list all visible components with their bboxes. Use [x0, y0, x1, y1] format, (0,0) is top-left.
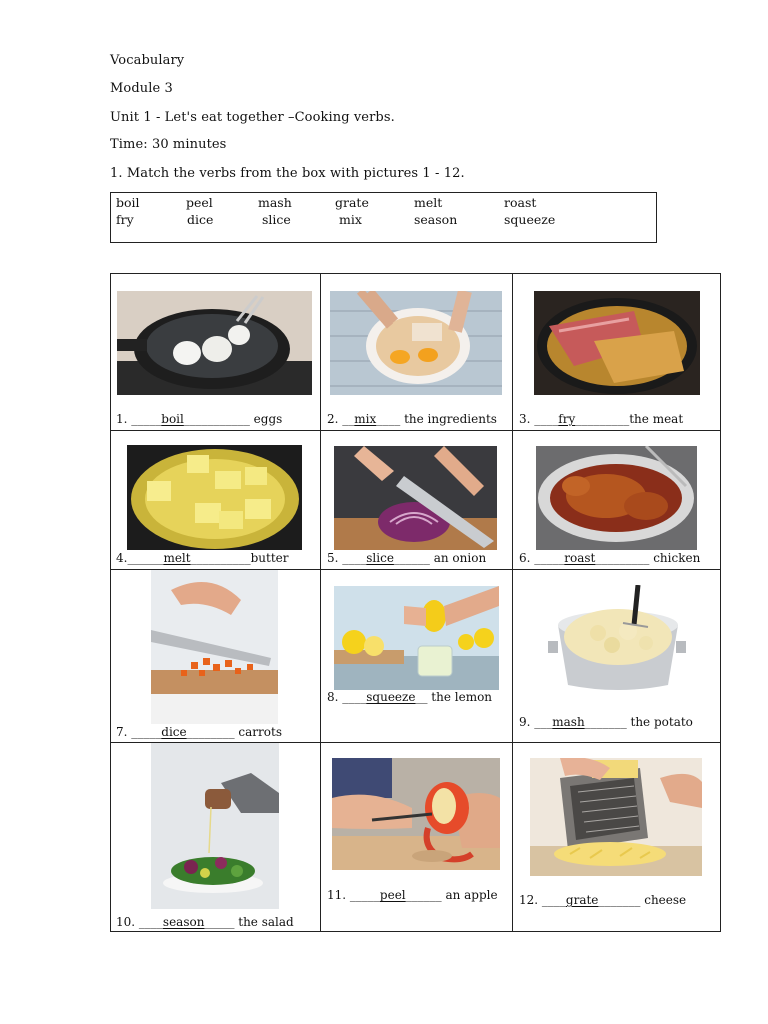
- item-phrase: an apple: [441, 888, 498, 902]
- picture-grid: [110, 273, 721, 932]
- verb-word: season: [414, 212, 458, 227]
- answer-word: melt: [163, 551, 191, 565]
- item-number: 8.: [327, 690, 343, 704]
- answer-blank: __: [342, 412, 355, 426]
- verb-box: [110, 192, 657, 243]
- peeling-apple-photo: [332, 758, 500, 870]
- item-number: 6.: [519, 551, 535, 565]
- boiling-eggs-photo: [117, 291, 312, 395]
- item-number: 5.: [327, 551, 343, 565]
- time-limit: Time: 30 minutes: [110, 137, 227, 152]
- roast-chicken-photo: [536, 446, 697, 550]
- verb-word: peel: [186, 195, 213, 210]
- answer-blank: _____: [131, 725, 162, 739]
- item-caption: [327, 551, 486, 565]
- verb-word: squeeze: [504, 212, 556, 227]
- item-caption: [116, 915, 294, 929]
- answer-word: grate: [565, 893, 599, 907]
- item-phrase: chicken: [649, 551, 701, 565]
- item-phrase: cheese: [640, 893, 687, 907]
- answer-blank: _________: [595, 551, 650, 565]
- answer-blank: ________: [186, 725, 235, 739]
- answer-blank: ____: [541, 893, 566, 907]
- module-label: Module 3: [110, 81, 173, 96]
- answer-word: roast: [564, 551, 596, 565]
- item-phrase: the meat: [629, 412, 684, 426]
- item-caption: [116, 725, 282, 739]
- item-caption: [327, 690, 492, 704]
- squeezing-lemon-photo: [334, 586, 499, 690]
- answer-blank: ______: [393, 551, 430, 565]
- grid-divider: [111, 430, 720, 431]
- verb-word: grate: [335, 195, 369, 210]
- answer-word: boil: [161, 412, 184, 426]
- answer-blank: ______: [405, 888, 442, 902]
- item-caption: [116, 412, 282, 426]
- slicing-onion-photo: [334, 446, 497, 550]
- item-phrase: eggs: [249, 412, 283, 426]
- item-caption: [519, 551, 700, 565]
- answer-word: slice: [366, 551, 394, 565]
- seasoning-salad-photo: [151, 743, 279, 909]
- item-phrase: the lemon: [427, 690, 493, 704]
- answer-blank: _______: [598, 893, 641, 907]
- answer-blank: _____: [534, 551, 565, 565]
- item-caption: [519, 412, 683, 426]
- answer-blank: ____: [534, 412, 559, 426]
- item-number: 11.: [327, 888, 350, 902]
- answer-word: squeeze: [366, 690, 416, 704]
- item-number: 3.: [519, 412, 535, 426]
- answer-word: dice: [161, 725, 187, 739]
- answer-blank: ____: [376, 412, 401, 426]
- item-phrase: the ingredients: [400, 412, 497, 426]
- grid-divider: [512, 274, 513, 931]
- answer-blank: ____: [342, 690, 367, 704]
- answer-blank: ______: [127, 551, 164, 565]
- verb-word: slice: [262, 212, 291, 227]
- item-number: 7.: [116, 725, 132, 739]
- answer-blank: _______: [584, 715, 627, 729]
- item-phrase: carrots: [234, 725, 282, 739]
- mixing-ingredients-photo: [330, 291, 502, 395]
- answer-blank: _____: [204, 915, 235, 929]
- frying-meat-photo: [534, 291, 700, 395]
- item-number: 4.: [116, 551, 128, 565]
- item-phrase: an onion: [429, 551, 487, 565]
- verb-word: mash: [258, 195, 292, 210]
- grid-divider: [320, 274, 321, 931]
- verb-word: melt: [414, 195, 443, 210]
- item-caption: [519, 715, 693, 729]
- verb-word: roast: [504, 195, 537, 210]
- item-caption: [519, 893, 686, 907]
- verb-word: dice: [187, 212, 214, 227]
- item-phrase: the salad: [234, 915, 294, 929]
- answer-blank: __________: [190, 551, 251, 565]
- mashing-potato-photo: [548, 585, 686, 693]
- answer-blank: ___: [534, 715, 553, 729]
- grating-cheese-photo: [530, 758, 702, 876]
- answer-word: fry: [558, 412, 576, 426]
- answer-word: season: [162, 915, 205, 929]
- answer-word: mix: [354, 412, 377, 426]
- item-number: 9.: [519, 715, 535, 729]
- worksheet-subject: Vocabulary: [110, 53, 185, 68]
- answer-word: mash: [552, 715, 585, 729]
- item-caption: [116, 551, 289, 565]
- answer-blank: ___________: [183, 412, 250, 426]
- verb-word: fry: [116, 212, 134, 227]
- answer-blank: _____: [131, 412, 162, 426]
- unit-title: Unit 1 - Let's eat together –Cooking verbs.: [110, 110, 395, 125]
- item-caption: [327, 412, 497, 426]
- item-number: 12.: [519, 893, 542, 907]
- answer-blank: __: [415, 690, 428, 704]
- verb-word: boil: [116, 195, 140, 210]
- item-phrase: butter: [250, 551, 289, 565]
- dicing-carrots-photo: [151, 570, 278, 724]
- item-number: 2.: [327, 412, 343, 426]
- item-caption: [327, 888, 498, 902]
- item-number: 1.: [116, 412, 132, 426]
- answer-word: peel: [379, 888, 406, 902]
- answer-blank: _____: [349, 888, 380, 902]
- answer-blank: ____: [342, 551, 367, 565]
- answer-blank: ____: [138, 915, 163, 929]
- answer-blank: _________: [575, 412, 630, 426]
- exercise-instruction: 1. Match the verbs from the box with pictures 1 - 12.: [110, 166, 465, 181]
- verb-word: mix: [339, 212, 362, 227]
- item-phrase: the potato: [626, 715, 693, 729]
- melting-butter-photo: [127, 445, 302, 550]
- item-number: 10.: [116, 915, 139, 929]
